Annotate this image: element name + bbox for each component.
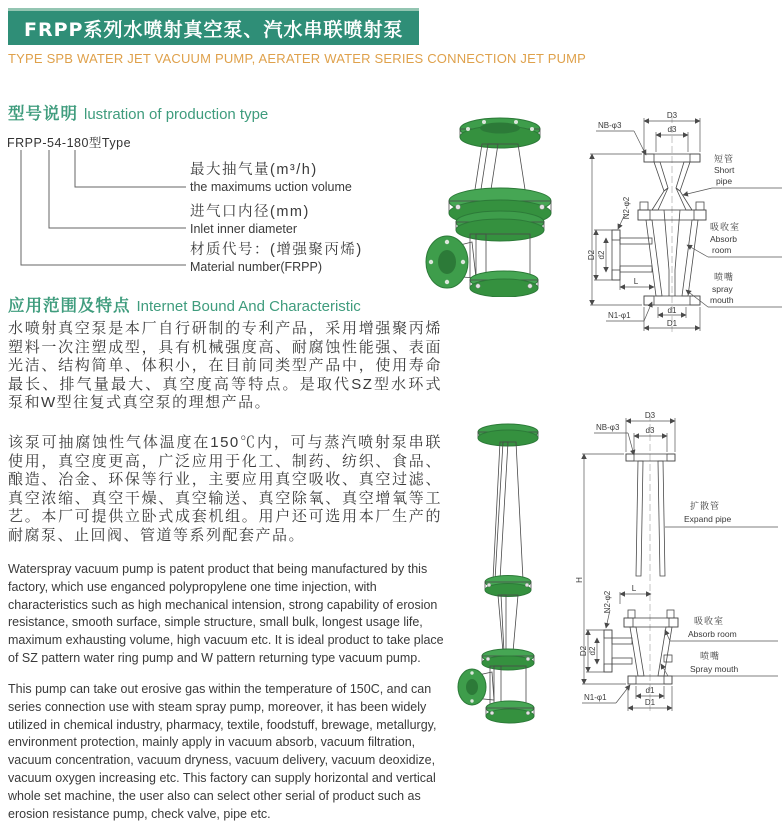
model-label-inlet-en: Inlet inner diameter — [190, 222, 298, 236]
model-label-inlet-zh: 进气口内径(mm) — [190, 204, 310, 220]
pump-photo-vertical — [418, 112, 583, 297]
pump-long-art — [458, 424, 538, 723]
label-N2-phi2: N2-φ2 — [622, 196, 631, 220]
paragraph-en-1: Waterspray vacuum pump is patent product that being manufactured by this factory, which use enganced polypropylene one time injection, with characteristics such as high mechanical intension, strong capability of erosion resistance, smooth surface, simple structure, small bulk, longest usage life, maximum exhausting volume, high vacuum etc. It is ideal product to take place of SZ pattern water ring pump and W pattern returning type vacuum pump. — [8, 562, 444, 665]
pump-body-art — [426, 118, 551, 297]
title-banner — [8, 8, 419, 45]
tech-drawing-jet-pump — [582, 110, 784, 340]
callout-spray-zh: 喷嘴 — [714, 272, 735, 282]
dim-d3: d3 — [667, 125, 677, 134]
label-NB-phi3-2: NB-φ3 — [596, 423, 620, 432]
callout-spray-en-2: Spray mouth — [690, 664, 739, 674]
model-label-inlet — [190, 200, 310, 236]
paragraph-zh-2: 该泵可抽腐蚀性气体温度在150℃内，可与蒸汽喷射泵串联使用，真空度更高，广泛应用于化工、制药、纺织、食品、酿造、冶金、环保等行业，主要应用真空吸收、真空过滤、真空浓缩、真空干燥、真空输送、真空除氧、真空增氧等工艺。本厂可提供立卧式成套机组。用户还可选用本厂生产的耐腐泵、止回阀、管道等系列配套产品。 — [8, 434, 442, 544]
drawing2-expand-pipe — [636, 461, 778, 576]
dim-D2: D2 — [587, 249, 596, 261]
drawing1-top-dimensions — [596, 111, 700, 155]
label-N2-phi2-2: N2-φ2 — [603, 590, 612, 614]
callout-spray-en1: spray — [712, 284, 733, 294]
dim-D1: D1 — [666, 319, 678, 328]
paragraph-zh-1: 水喷射真空泵是本厂自行研制的专利产品，采用增强聚丙烯塑料一次注塑成型，具有机械强度高、耐腐蚀性能强、表面光洁、结构简单、体积小，在目前同类型产品中，使用寿命最长、排气量最大、真空度高等特点。是取代SZ型水环式泵和W型往复式真空泵的理想产品。 — [8, 320, 442, 412]
model-label-material-zh: 材质代号：(增强聚丙烯) — [190, 242, 363, 258]
features-heading-en: Internet Bound And Characteristic — [136, 298, 361, 315]
dim-d1-2: d1 — [645, 686, 655, 695]
callout-expand-en: Expand pipe — [684, 514, 732, 524]
dim-L: L — [633, 277, 639, 286]
callout-expand-zh: 扩散管 — [690, 501, 721, 511]
model-label-suction-en: the maximums uction volume — [190, 180, 352, 194]
dim-d2-2: d2 — [588, 646, 597, 656]
callout-short-pipe-zh: 短管 — [714, 154, 735, 164]
callout-short-pipe-en1: Short — [714, 165, 735, 175]
dim-d3-2: d3 — [645, 426, 655, 435]
dim-L-2: L — [631, 584, 637, 593]
model-label-suction-zh: 最大抽气量(m³/h) — [190, 162, 318, 178]
model-section-heading — [8, 100, 268, 124]
label-N1-phi1-2: N1-φ1 — [584, 693, 607, 702]
model-code: FRPP-54-180型Type — [7, 136, 132, 150]
dim-D3-2: D3 — [644, 411, 656, 420]
dim-d2: d2 — [597, 250, 606, 260]
model-heading-en: lustration of production type — [84, 106, 269, 123]
dim-H: H — [575, 577, 584, 583]
dim-D1-2: D1 — [644, 698, 656, 707]
drawing2-top — [594, 411, 675, 461]
paragraph-en-2: This pump can take out erosive gas within the temperature of 150C, and can series connection use with steam spray pump, moreover, it has been widely utilized in chemical industry, pharmacy, textile, foodstuff, brewage, metallurgy, environment protection, mainly apply in vacuum absorb, vacuum filtration, vacuum concentration, vacuum dryness, vacuum delivery, vacuum deoxidize, vacuum oxygen increasing etc. This factory can supply horizontal and vertical whole set machine, the user also can select other serial of product such as erosion resistance pump, check valve, pipe etc. — [8, 682, 437, 821]
drawing1-bottom-dimensions — [606, 277, 700, 331]
tech-drawing-expand-pipe — [572, 408, 784, 738]
drawing2-lower-assembly — [579, 584, 678, 684]
callout-absorb-en-2: Absorb room — [688, 629, 737, 639]
dim-D2-2: D2 — [579, 645, 588, 657]
drawing1-side-inlet — [612, 230, 652, 280]
drawing1-shell — [638, 162, 706, 305]
pump-photo-long — [446, 420, 576, 732]
page-title: FRPP系列水喷射真空泵、汽水串联喷射泵 — [24, 18, 404, 41]
callout-spray-zh-2: 喷嘴 — [700, 651, 721, 661]
page-subtitle: TYPE SPB WATER JET VACUUM PUMP, AERATER WATER SERIES CONNECTION JET PUMP — [8, 51, 587, 66]
features-heading-zh: 应用范围及特点 — [8, 297, 131, 315]
callout-absorb-en1: Absorb — [710, 234, 737, 244]
callout-short-pipe-en2: pipe — [716, 176, 733, 186]
drawing2-bottom-dimensions — [582, 685, 672, 711]
features-section-heading — [8, 292, 361, 316]
label-N1-phi1: N1-φ1 — [608, 311, 631, 320]
label-NB-phi3: NB-φ3 — [598, 121, 622, 130]
drawing1-callouts — [683, 153, 782, 307]
callout-absorb-en2: room — [712, 245, 732, 255]
callout-spray-en2: mouth — [710, 295, 734, 305]
callout-absorb-zh-2: 吸收室 — [694, 616, 725, 626]
model-label-material — [190, 238, 363, 274]
dim-D3: D3 — [666, 111, 678, 120]
drawing2-callouts — [661, 615, 778, 676]
callout-absorb-zh: 吸收室 — [710, 222, 741, 232]
model-label-suction — [190, 158, 352, 194]
dim-d1: d1 — [667, 306, 677, 315]
model-heading-zh: 型号说明 — [8, 105, 78, 123]
model-label-material-en: Material number(FRPP) — [190, 260, 322, 274]
